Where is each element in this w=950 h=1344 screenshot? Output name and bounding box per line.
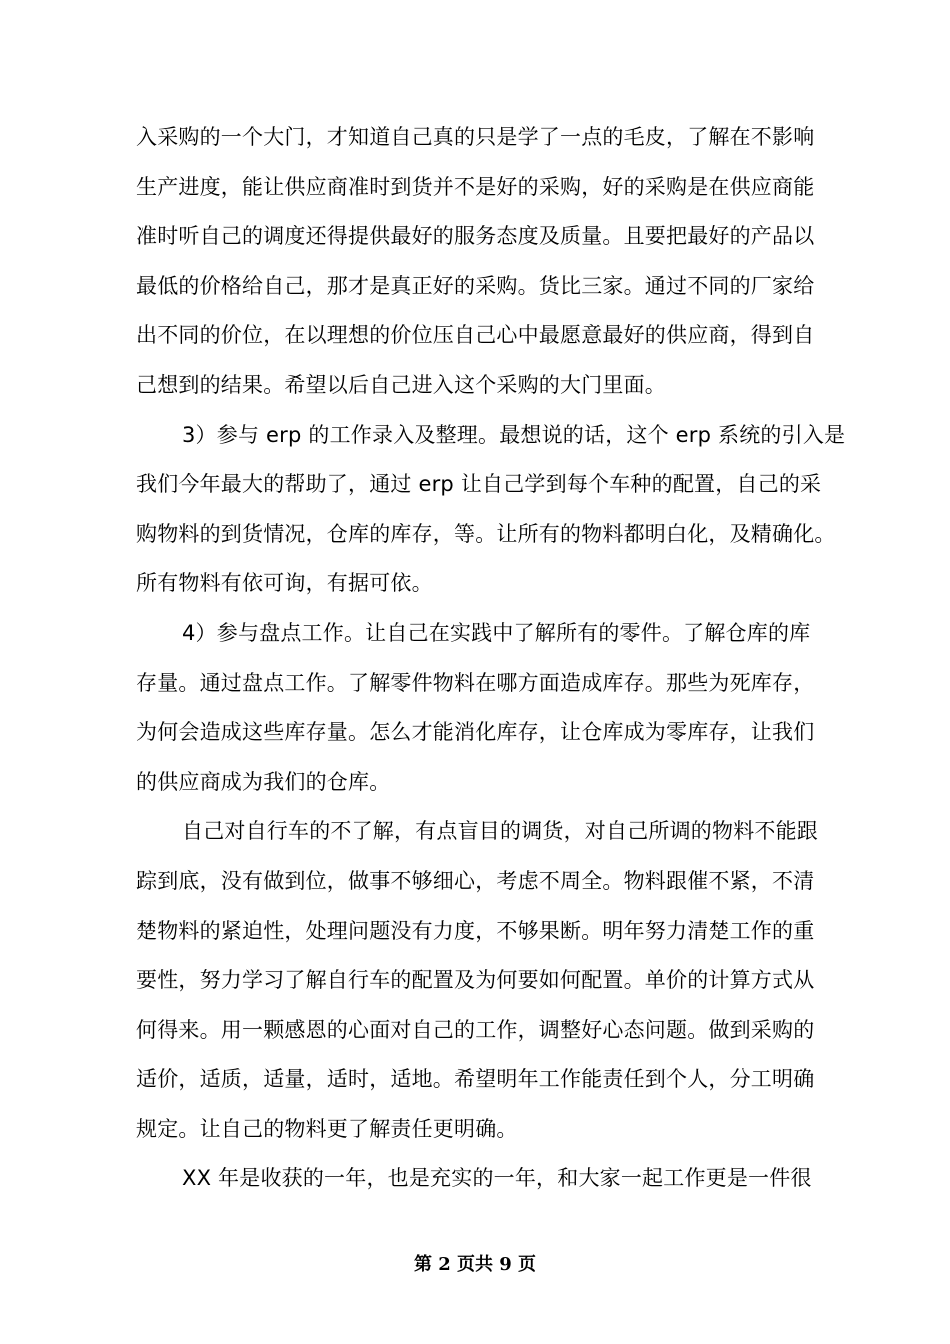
text-line: 规定。让自己的物料更了解责任更明确。 [136,1116,518,1141]
text-line: 3）参与 erp 的工作录入及整理。最想说的话，这个 erp 系统的引入是 [182,422,846,447]
text-line: 4）参与盘点工作。让自己在实践中了解所有的零件。了解仓库的库 [182,620,811,645]
text-line: 准时听自己的调度还得提供最好的服务态度及质量。且要把最好的产品以 [136,224,815,249]
text-line: 为何会造成这些库存量。怎么才能消化库存，让仓库成为零库存，让我们 [136,720,815,745]
page-number: 第 2 页共 9 页 [413,1254,537,1275]
text-line: 生产进度，能让供应商准时到货并不是好的采购，好的采购是在供应商能 [136,174,815,199]
text-line: 我们今年最大的帮助了，通过 erp 让自己学到每个车种的配置，自己的采 [136,472,822,497]
text-line: 购物料的到货情况，仓库的库存，等。让所有的物料都明白化，及精确化。 [136,521,836,546]
text-line: 适价，适质，适量，适时，适地。希望明年工作能责任到个人，分工明确 [136,1067,815,1092]
text-line: 入采购的一个大门，才知道自己真的只是学了一点的毛皮，了解在不影响 [136,125,815,149]
document-body [136,113,846,1204]
text-line: 的供应商成为我们的仓库。 [136,769,391,794]
text-line: 自己对自行车的不了解，有点盲目的调货，对自己所调的物料不能跟 [182,819,818,844]
text-line: 存量。通过盘点工作。了解零件物料在哪方面造成库存。那些为死库存， [136,670,815,695]
text-line: 要性，努力学习了解自行车的配置及为何要如何配置。单价的计算方式从 [136,968,815,993]
text-line: 最低的价格给自己，那才是真正好的采购。货比三家。通过不同的厂家给 [136,273,815,298]
text-line: 所有物料有依可询，有据可依。 [136,571,433,596]
text-line: XX 年是收获的一年，也是充实的一年，和大家一起工作更是一件很 [182,1166,812,1191]
text-line: 楚物料的紧迫性，处理问题没有力度，不够果断。明年努力清楚工作的重 [136,918,815,943]
text-line: 踪到底，没有做到位，做事不够细心，考虑不周全。物料跟催不紧，不清 [136,868,815,893]
text-line: 出不同的价位，在以理想的价位压自己心中最愿意最好的供应商，得到自 [136,323,815,348]
text-line: 何得来。用一颗感恩的心面对自己的工作，调整好心态问题。做到采购的 [136,1017,815,1042]
text-line: 己想到的结果。希望以后自己进入这个采购的大门里面。 [136,372,666,397]
